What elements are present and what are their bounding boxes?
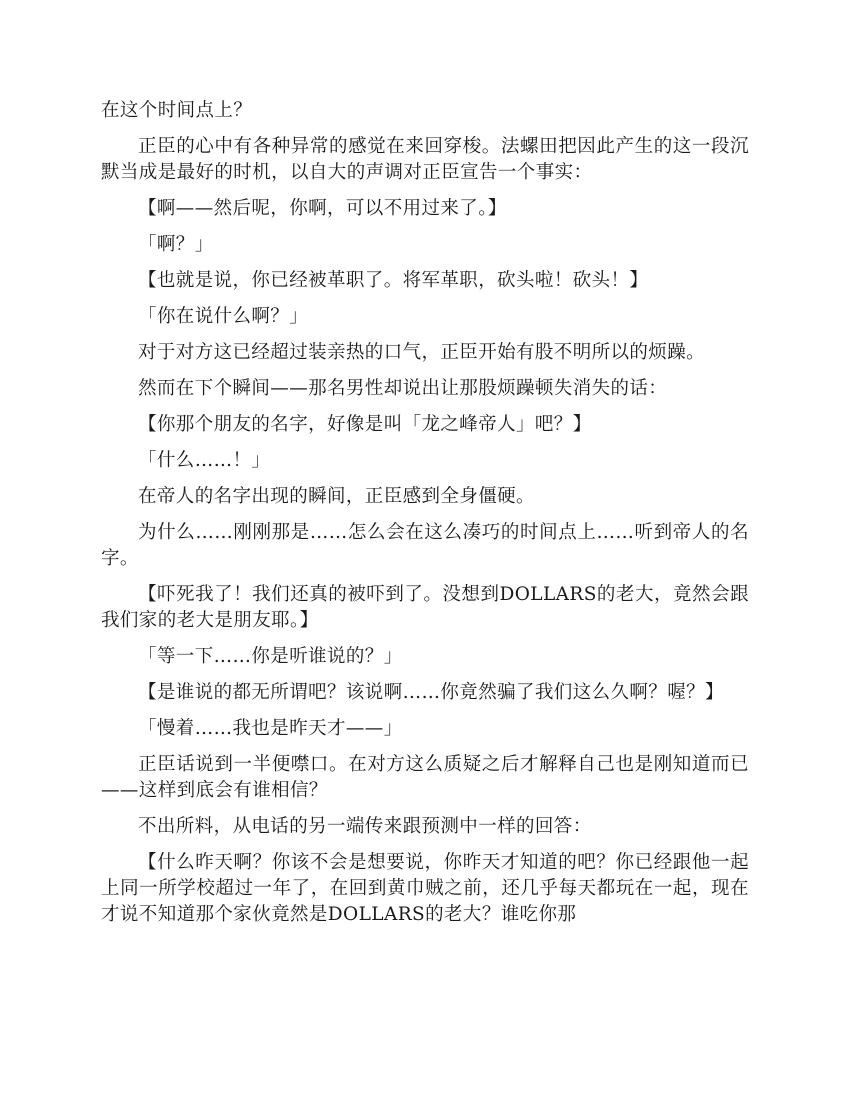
dialogue-line: 「啊？」	[138, 234, 214, 255]
dialogue-line: 【啊——然后呢，你啊，可以不用过来了。】	[138, 198, 507, 219]
dialogue-line: 【吓死我了！我们还真的被吓到了。没想到DOLLARS的老大，竟然会跟我们家的老大是朋友耶。】	[101, 584, 749, 631]
dialogue-line: 【也就是说，你已经被革职了。将军革职，砍头啦！砍头！】	[138, 270, 649, 291]
paragraph: 正臣话说到一半便噤口。在对方这么质疑之后才解释自己也是刚知道而已——这样到底会有谁相信？	[101, 754, 749, 801]
dialogue-line: 【你那个朋友的名字，好像是叫「龙之峰帝人」吧？】	[138, 414, 592, 435]
dialogue-line: 「你在说什么啊？」	[138, 306, 309, 327]
dialogue-line: 「慢着……我也是昨天才——」	[138, 718, 403, 739]
document-page	[101, 98, 749, 938]
paragraph: 对于对方这已经超过装亲热的口气，正臣开始有股不明所以的烦躁。	[138, 342, 706, 363]
paragraph: 在帝人的名字出现的瞬间，正臣感到全身僵硬。	[138, 486, 535, 507]
paragraph: 正臣的心中有各种异常的感觉在来回穿梭。法螺田把因此产生的这一段沉默当成是最好的时机，以自大的声调对正臣宣告一个事实：	[101, 136, 749, 183]
dialogue-line: 「什么……！」	[138, 450, 271, 471]
paragraph: 在这个时间点上？	[101, 100, 253, 121]
paragraph: 不出所料，从电话的另一端传来跟预测中一样的回答：	[138, 816, 592, 837]
paragraph: 为什么……刚刚那是……怎么会在这么凑巧的时间点上……听到帝人的名字。	[101, 522, 749, 569]
dialogue-line: 「等一下……你是听谁说的？」	[138, 646, 403, 667]
paragraph: 然而在下个瞬间——那名男性却说出让那股烦躁顿失消失的话：	[138, 378, 668, 399]
dialogue-line: 【是谁说的都无所谓吧？该说啊……你竟然骗了我们这么久啊？喔？】	[138, 682, 724, 703]
dialogue-line: 【什么昨天啊？你该不会是想要说，你昨天才知道的吧？你已经跟他一起上同一所学校超过一年了，在回到黄巾贼之前，还几乎每天都玩在一起，现在才说不知道那个家伙竟然是DOLLARS的老大？谁吃你那	[101, 852, 749, 925]
